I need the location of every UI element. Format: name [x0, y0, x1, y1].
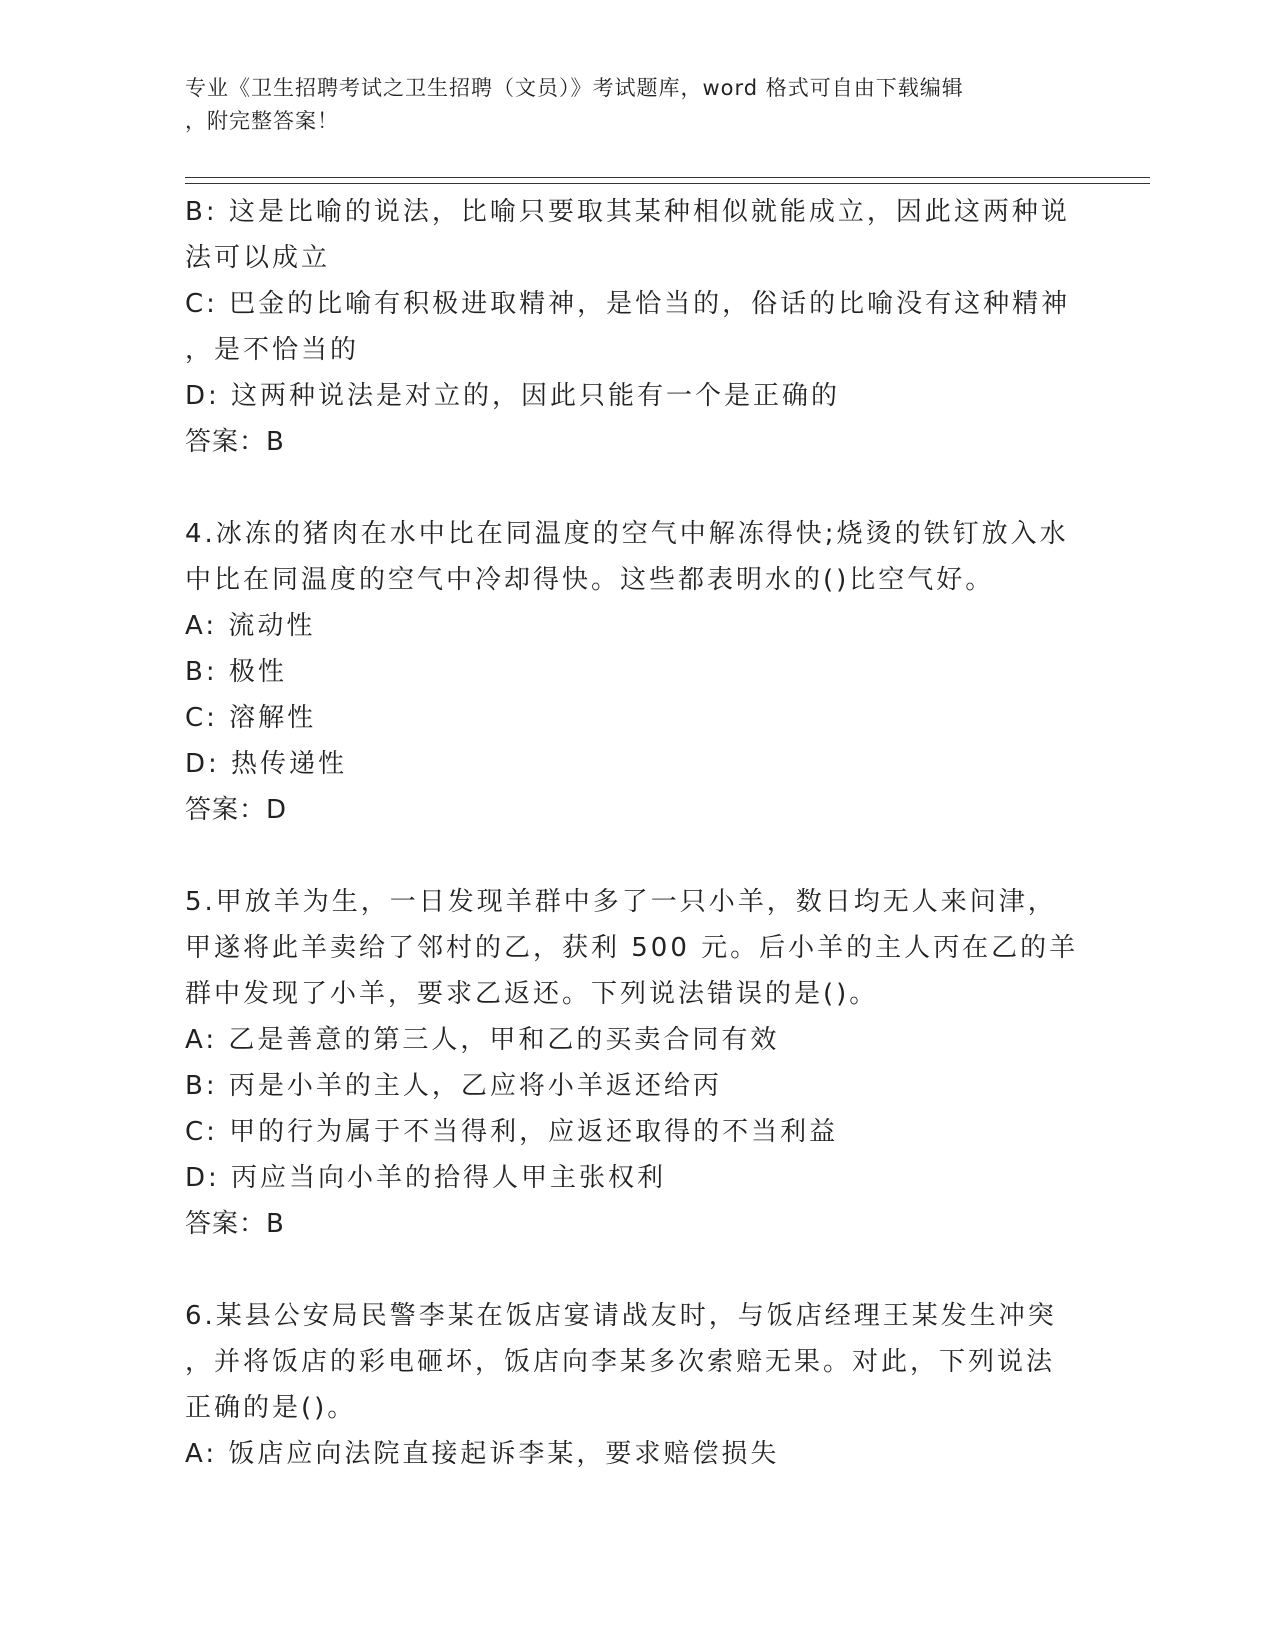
question-4	[185, 511, 1085, 833]
option-d: D: 热传递性	[185, 749, 348, 779]
question-stem-line-2: 中比在同温度的空气中冷却得快。这些都表明水的()比空气好。	[185, 565, 995, 595]
question-3-fragment	[185, 189, 1085, 465]
option-b-line-1: B: 这是比喻的说法，比喻只要取其某种相似就能成立，因此这两种说	[185, 197, 1070, 227]
option-a: A: 饭店应向法院直接起诉李某，要求赔偿损失	[185, 1439, 780, 1469]
question-6	[185, 1293, 1085, 1477]
question-stem-line-1: 4.冰冻的猪肉在水中比在同温度的空气中解冻得快;烧烫的铁钉放入水	[185, 519, 1069, 549]
document-header	[185, 72, 1085, 138]
option-a: A: 流动性	[185, 611, 316, 641]
option-d: D: 丙应当向小羊的拾得人甲主张权利	[185, 1163, 667, 1193]
question-stem-line-2: 甲遂将此羊卖给了邻村的乙，获利 500 元。后小羊的主人丙在乙的羊	[185, 933, 1079, 963]
option-a: A: 乙是善意的第三人，甲和乙的买卖合同有效	[185, 1025, 780, 1055]
option-b: B: 丙是小羊的主人，乙应将小羊返还给丙	[185, 1071, 722, 1101]
option-d: D: 这两种说法是对立的，因此只能有一个是正确的	[185, 381, 841, 411]
question-stem-line-3: 群中发现了小羊，要求乙返还。下列说法错误的是()。	[185, 979, 879, 1009]
question-content	[185, 189, 1085, 1477]
option-c: C: 溶解性	[185, 703, 317, 733]
question-5	[185, 879, 1085, 1247]
header-rule-top	[185, 177, 1150, 178]
question-stem-line-1: 5.甲放羊为生，一日发现羊群中多了一只小羊，数日均无人来问津，	[185, 887, 1057, 917]
spacer	[185, 465, 1085, 511]
answer-line: 答案：D	[185, 795, 288, 825]
spacer	[185, 1247, 1085, 1293]
header-rule-bottom	[185, 183, 1150, 184]
question-stem-line-1: 6.某县公安局民警李某在饭店宴请战友时，与饭店经理王某发生冲突	[185, 1301, 1057, 1331]
option-c-line-1: C: 巴金的比喻有积极进取精神，是恰当的，俗话的比喻没有这种精神	[185, 289, 1071, 319]
option-c: C: 甲的行为属于不当得利，应返还取得的不当利益	[185, 1117, 839, 1147]
header-line-1: 专业《卫生招聘考试之卫生招聘（文员）》考试题库，word 格式可自由下载编辑	[185, 76, 964, 100]
option-c-line-2: ，是不恰当的	[185, 335, 360, 365]
answer-line: 答案：B	[185, 427, 285, 457]
header-line-2: ，附完整答案！	[185, 109, 339, 133]
option-b: B: 极性	[185, 657, 287, 687]
question-stem-line-3: 正确的是()。	[185, 1393, 357, 1423]
answer-line: 答案：B	[185, 1209, 285, 1239]
option-b-line-2: 法可以成立	[185, 243, 331, 273]
spacer	[185, 833, 1085, 879]
question-stem-line-2: ，并将饭店的彩电砸坏，饭店向李某多次索赔无果。对此，下列说法	[185, 1347, 1056, 1377]
